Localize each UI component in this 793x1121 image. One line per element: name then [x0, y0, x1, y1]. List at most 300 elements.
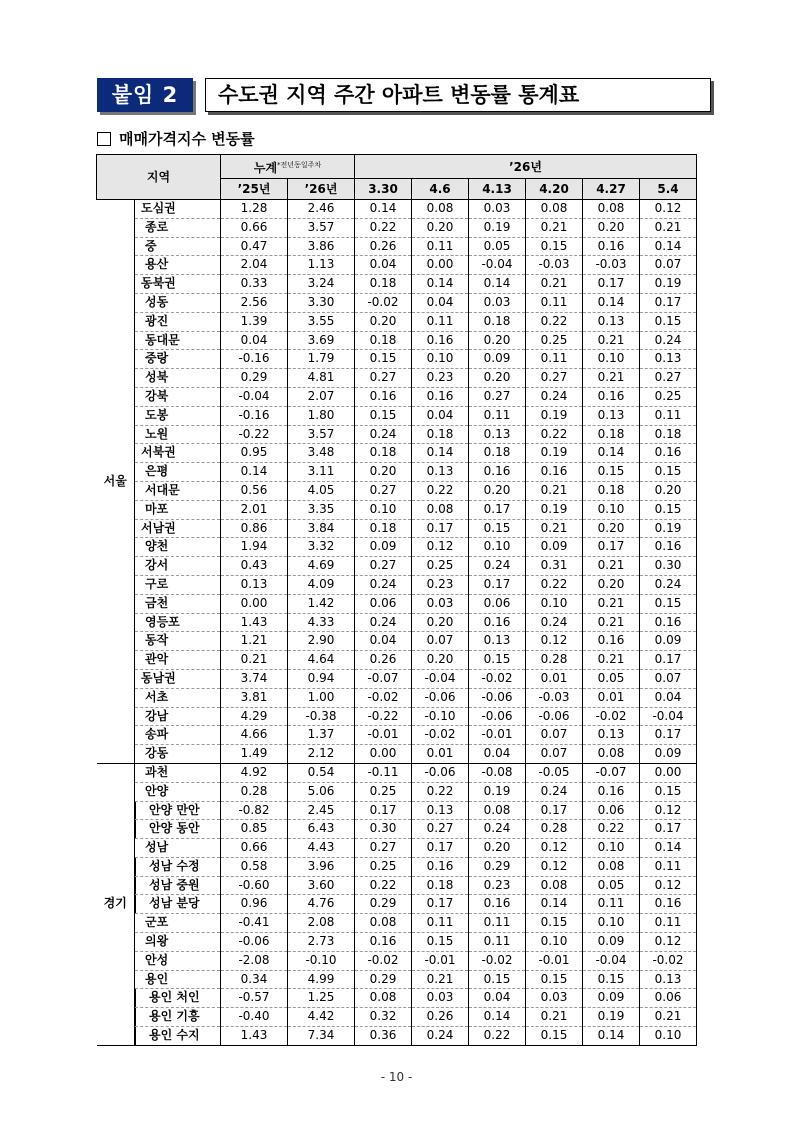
region-label: 경기 [97, 763, 135, 1045]
value-cell: 0.20 [412, 218, 469, 237]
value-cell: 0.18 [583, 481, 640, 500]
value-cell: 0.12 [412, 538, 469, 557]
value-cell: -0.06 [221, 933, 288, 952]
value-cell: -0.08 [469, 763, 526, 782]
value-cell: 0.28 [526, 820, 583, 839]
value-cell: 0.17 [640, 293, 697, 312]
value-cell: -0.22 [221, 425, 288, 444]
table-row [97, 369, 697, 388]
value-cell: 0.20 [355, 312, 412, 331]
value-cell: 0.00 [355, 745, 412, 764]
area-name: 은평 [135, 463, 221, 482]
value-cell: 0.20 [469, 369, 526, 388]
value-cell: 0.27 [640, 369, 697, 388]
table-row [97, 745, 697, 764]
area-name: 용인 기흥 [135, 1008, 221, 1027]
area-name: 중랑 [135, 350, 221, 369]
area-name: 서북권 [135, 444, 221, 463]
table-row [97, 895, 697, 914]
value-cell: 0.22 [583, 820, 640, 839]
value-cell: 0.17 [355, 801, 412, 820]
value-cell: 0.19 [640, 519, 697, 538]
region-label: 서울 [97, 200, 135, 764]
value-cell: 0.21 [640, 1008, 697, 1027]
value-cell: 0.16 [412, 857, 469, 876]
value-cell: 0.10 [583, 500, 640, 519]
value-cell: 0.17 [526, 801, 583, 820]
value-cell: 0.32 [355, 1008, 412, 1027]
value-cell: 0.21 [640, 218, 697, 237]
value-cell: -0.57 [221, 989, 288, 1008]
value-cell: 0.08 [412, 500, 469, 519]
value-cell: 0.14 [526, 895, 583, 914]
table-row [97, 463, 697, 482]
table-row [97, 594, 697, 613]
value-cell: 0.11 [412, 914, 469, 933]
value-cell: 0.47 [221, 237, 288, 256]
value-cell: 0.24 [355, 613, 412, 632]
value-cell: 1.43 [221, 613, 288, 632]
value-cell: -0.60 [221, 876, 288, 895]
value-cell: 0.19 [640, 275, 697, 294]
table-row [97, 763, 697, 782]
value-cell: 3.60 [288, 876, 355, 895]
area-name: 용산 [135, 256, 221, 275]
value-cell: 2.45 [288, 801, 355, 820]
area-name: 용인 [135, 970, 221, 989]
value-cell: 0.21 [583, 331, 640, 350]
value-cell: 3.30 [288, 293, 355, 312]
value-cell: 0.12 [526, 857, 583, 876]
value-cell: 2.46 [288, 200, 355, 219]
value-cell: 2.01 [221, 500, 288, 519]
area-name: 성동 [135, 293, 221, 312]
area-name: 양천 [135, 538, 221, 557]
area-name: 성북 [135, 369, 221, 388]
section-heading [97, 128, 255, 149]
value-cell: 0.07 [526, 726, 583, 745]
value-cell: 0.07 [412, 632, 469, 651]
area-name: 도봉 [135, 406, 221, 425]
value-cell: 0.24 [526, 387, 583, 406]
value-cell: 0.27 [412, 820, 469, 839]
value-cell: 0.95 [221, 444, 288, 463]
value-cell: 3.96 [288, 857, 355, 876]
value-cell: 0.08 [526, 200, 583, 219]
area-name: 종로 [135, 218, 221, 237]
table-row [97, 256, 697, 275]
value-cell: 0.24 [526, 613, 583, 632]
value-cell: 0.21 [583, 594, 640, 613]
table-row [97, 820, 697, 839]
value-cell: 0.17 [469, 575, 526, 594]
area-name: 용인 처인 [135, 989, 221, 1008]
value-cell: -0.16 [221, 406, 288, 425]
value-cell: 0.14 [355, 200, 412, 219]
value-cell: 0.11 [640, 406, 697, 425]
value-cell: 0.03 [526, 989, 583, 1008]
value-cell: -0.82 [221, 801, 288, 820]
value-cell: 0.28 [221, 782, 288, 801]
table-row [97, 200, 697, 219]
table-row [97, 669, 697, 688]
value-cell: 0.13 [412, 463, 469, 482]
checkbox-icon [97, 132, 111, 146]
value-cell: 0.11 [526, 350, 583, 369]
table-row [97, 613, 697, 632]
area-name: 동남권 [135, 669, 221, 688]
value-cell: 0.15 [412, 933, 469, 952]
value-cell: -0.11 [355, 763, 412, 782]
value-cell: 0.13 [583, 726, 640, 745]
value-cell: 0.15 [526, 237, 583, 256]
value-cell: 0.15 [469, 651, 526, 670]
table-row [97, 726, 697, 745]
value-cell: 0.16 [469, 463, 526, 482]
value-cell: 0.03 [469, 200, 526, 219]
value-cell: 0.16 [355, 933, 412, 952]
table-row [97, 387, 697, 406]
value-cell: 0.01 [583, 688, 640, 707]
value-cell: 3.35 [288, 500, 355, 519]
value-cell: 0.19 [469, 782, 526, 801]
value-cell: 1.80 [288, 406, 355, 425]
value-cell: 0.16 [583, 237, 640, 256]
value-cell: 0.20 [469, 481, 526, 500]
value-cell: 0.24 [355, 575, 412, 594]
value-cell: 0.22 [526, 312, 583, 331]
value-cell: 0.22 [355, 876, 412, 895]
value-cell: 0.23 [469, 876, 526, 895]
section-title: 매매가격지수 변동률 [119, 130, 255, 148]
table-row [97, 312, 697, 331]
area-name: 노원 [135, 425, 221, 444]
value-cell: 0.23 [412, 369, 469, 388]
area-name: 안양 [135, 782, 221, 801]
table-row [97, 951, 697, 970]
value-cell: 0.15 [583, 463, 640, 482]
value-cell: 0.18 [355, 444, 412, 463]
value-cell: 0.12 [640, 933, 697, 952]
value-cell: 0.27 [469, 387, 526, 406]
table-row [97, 350, 697, 369]
value-cell: 1.43 [221, 1027, 288, 1046]
value-cell: 0.24 [355, 425, 412, 444]
value-cell: 0.26 [412, 1008, 469, 1027]
cumulative-label: 누계 [253, 161, 278, 175]
value-cell: 0.05 [583, 876, 640, 895]
value-cell: 0.01 [526, 669, 583, 688]
table-row [97, 970, 697, 989]
value-cell: 0.16 [412, 387, 469, 406]
value-cell: 0.27 [526, 369, 583, 388]
region-header: 지역 [97, 155, 221, 200]
value-cell: 3.11 [288, 463, 355, 482]
area-name: 안양 만안 [135, 801, 221, 820]
table-header [97, 155, 697, 200]
area-name: 의왕 [135, 933, 221, 952]
value-cell: 0.30 [640, 557, 697, 576]
value-cell: 0.08 [412, 200, 469, 219]
value-cell: 1.13 [288, 256, 355, 275]
value-cell: 7.34 [288, 1027, 355, 1046]
value-cell: 3.84 [288, 519, 355, 538]
value-cell: 0.19 [469, 218, 526, 237]
value-cell: 0.10 [526, 594, 583, 613]
value-cell: -0.10 [412, 707, 469, 726]
value-cell: 0.03 [412, 594, 469, 613]
value-cell: 0.15 [640, 782, 697, 801]
value-cell: 0.66 [221, 839, 288, 858]
table-row [97, 444, 697, 463]
value-cell: -0.03 [526, 256, 583, 275]
value-cell: 0.10 [583, 839, 640, 858]
value-cell: 0.04 [221, 331, 288, 350]
value-cell: 0.04 [412, 293, 469, 312]
value-cell: -0.02 [355, 293, 412, 312]
value-cell: 0.07 [640, 669, 697, 688]
value-cell: 0.56 [221, 481, 288, 500]
area-name: 강북 [135, 387, 221, 406]
value-cell: 0.11 [640, 914, 697, 933]
value-cell: 0.11 [412, 312, 469, 331]
value-cell: 0.14 [412, 275, 469, 294]
value-cell: 0.16 [583, 782, 640, 801]
area-name: 강서 [135, 557, 221, 576]
value-cell: 4.99 [288, 970, 355, 989]
area-name: 강남 [135, 707, 221, 726]
value-cell: 0.15 [640, 500, 697, 519]
value-cell: 4.33 [288, 613, 355, 632]
value-cell: 3.81 [221, 688, 288, 707]
value-cell: 0.18 [469, 312, 526, 331]
value-cell: 0.10 [412, 350, 469, 369]
value-cell: 0.11 [583, 895, 640, 914]
value-cell: 0.27 [355, 839, 412, 858]
value-cell: 0.17 [640, 820, 697, 839]
value-cell: 0.10 [640, 1027, 697, 1046]
value-cell: 0.19 [526, 444, 583, 463]
value-cell: 0.36 [355, 1027, 412, 1046]
table-row [97, 801, 697, 820]
value-cell: 0.29 [221, 369, 288, 388]
value-cell: 0.22 [412, 782, 469, 801]
area-name: 성남 중원 [135, 876, 221, 895]
value-cell: 4.05 [288, 481, 355, 500]
value-cell: 4.29 [221, 707, 288, 726]
area-name: 과천 [135, 763, 221, 782]
value-cell: 4.64 [288, 651, 355, 670]
value-cell: 0.08 [526, 876, 583, 895]
table-row [97, 275, 697, 294]
value-cell: 0.15 [526, 970, 583, 989]
value-cell: 0.08 [583, 745, 640, 764]
area-name: 관악 [135, 651, 221, 670]
value-cell: 0.22 [526, 575, 583, 594]
value-cell: 0.16 [526, 463, 583, 482]
value-cell: 0.19 [526, 500, 583, 519]
value-cell: 0.14 [469, 1008, 526, 1027]
value-cell: -0.02 [469, 951, 526, 970]
value-cell: 1.25 [288, 989, 355, 1008]
table-row [97, 857, 697, 876]
value-cell: 0.58 [221, 857, 288, 876]
value-cell: 1.00 [288, 688, 355, 707]
value-cell: 0.16 [583, 387, 640, 406]
table-row [97, 500, 697, 519]
value-cell: 0.04 [469, 989, 526, 1008]
value-cell: 0.17 [640, 726, 697, 745]
value-cell: 4.81 [288, 369, 355, 388]
table-row [97, 989, 697, 1008]
area-name: 안성 [135, 951, 221, 970]
value-cell: 0.09 [526, 538, 583, 557]
value-cell: 4.09 [288, 575, 355, 594]
value-cell: 0.11 [469, 914, 526, 933]
value-cell: 2.56 [221, 293, 288, 312]
value-cell: 0.96 [221, 895, 288, 914]
table-row [97, 933, 697, 952]
value-cell: 0.13 [469, 425, 526, 444]
value-cell: 0.19 [526, 406, 583, 425]
value-cell: 6.43 [288, 820, 355, 839]
table-row [97, 707, 697, 726]
value-cell: 0.20 [583, 575, 640, 594]
table-row [97, 406, 697, 425]
value-cell: 0.11 [412, 237, 469, 256]
column-header: 5.4 [640, 179, 697, 200]
area-name: 성남 수정 [135, 857, 221, 876]
value-cell: 0.17 [583, 538, 640, 557]
value-cell: 0.06 [583, 801, 640, 820]
column-header: ’26년 [288, 179, 355, 200]
value-cell: 0.25 [355, 782, 412, 801]
value-cell: 0.08 [583, 200, 640, 219]
area-name: 금천 [135, 594, 221, 613]
value-cell: 0.03 [412, 989, 469, 1008]
value-cell: 0.15 [469, 519, 526, 538]
value-cell: 0.15 [583, 970, 640, 989]
value-cell: 0.24 [640, 331, 697, 350]
table-row [97, 481, 697, 500]
value-cell: -0.22 [355, 707, 412, 726]
value-cell: -0.10 [288, 951, 355, 970]
value-cell: 0.16 [640, 444, 697, 463]
column-header: 4.6 [412, 179, 469, 200]
column-header: 4.20 [526, 179, 583, 200]
value-cell: 0.20 [412, 613, 469, 632]
value-cell: 0.06 [355, 594, 412, 613]
value-cell: -0.06 [469, 707, 526, 726]
value-cell: 0.01 [412, 745, 469, 764]
value-cell: 0.54 [288, 763, 355, 782]
value-cell: 0.21 [526, 1008, 583, 1027]
value-cell: 0.04 [469, 745, 526, 764]
value-cell: 4.43 [288, 839, 355, 858]
value-cell: 0.03 [469, 293, 526, 312]
value-cell: 0.10 [526, 933, 583, 952]
value-cell: 0.12 [640, 876, 697, 895]
area-name: 광진 [135, 312, 221, 331]
value-cell: 4.76 [288, 895, 355, 914]
area-name: 동작 [135, 632, 221, 651]
value-cell: 0.14 [583, 444, 640, 463]
value-cell: -0.02 [355, 688, 412, 707]
value-cell: 0.24 [469, 820, 526, 839]
area-name: 군포 [135, 914, 221, 933]
value-cell: -0.04 [412, 669, 469, 688]
value-cell: -0.06 [412, 763, 469, 782]
value-cell: 0.06 [640, 989, 697, 1008]
column-header: ’25년 [221, 179, 288, 200]
value-cell: -0.40 [221, 1008, 288, 1027]
value-cell: 0.27 [355, 557, 412, 576]
table-row [97, 237, 697, 256]
value-cell: 0.04 [640, 688, 697, 707]
appendix-badge: 붙임 2 [97, 78, 193, 112]
value-cell: 0.20 [583, 218, 640, 237]
value-cell: 0.17 [469, 500, 526, 519]
value-cell: -0.01 [526, 951, 583, 970]
value-cell: 0.14 [583, 1027, 640, 1046]
value-cell: 0.20 [640, 481, 697, 500]
value-cell: 5.06 [288, 782, 355, 801]
value-cell: 0.08 [355, 914, 412, 933]
value-cell: 0.15 [640, 312, 697, 331]
value-cell: 0.17 [583, 275, 640, 294]
table-body [97, 200, 697, 1046]
area-name: 강동 [135, 745, 221, 764]
value-cell: 0.09 [583, 933, 640, 952]
value-cell: 0.13 [469, 632, 526, 651]
value-cell: 3.86 [288, 237, 355, 256]
area-name: 성남 분당 [135, 895, 221, 914]
value-cell: 3.57 [288, 218, 355, 237]
area-name: 동대문 [135, 331, 221, 350]
value-cell: 0.23 [412, 575, 469, 594]
value-cell: 0.14 [583, 293, 640, 312]
value-cell: 4.92 [221, 763, 288, 782]
value-cell: 0.21 [583, 557, 640, 576]
value-cell: -0.04 [640, 707, 697, 726]
value-cell: -0.02 [355, 951, 412, 970]
value-cell: 0.21 [583, 369, 640, 388]
value-cell: 0.22 [526, 425, 583, 444]
table-row [97, 538, 697, 557]
value-cell: 0.86 [221, 519, 288, 538]
value-cell: 0.14 [221, 463, 288, 482]
value-cell: 0.15 [640, 594, 697, 613]
area-name: 도심권 [135, 200, 221, 219]
value-cell: 3.57 [288, 425, 355, 444]
table-row [97, 839, 697, 858]
value-cell: -0.07 [583, 763, 640, 782]
value-cell: 2.07 [288, 387, 355, 406]
value-cell: 0.16 [469, 613, 526, 632]
value-cell: 0.43 [221, 557, 288, 576]
value-cell: -0.38 [288, 707, 355, 726]
value-cell: 0.00 [640, 763, 697, 782]
value-cell: 4.69 [288, 557, 355, 576]
value-cell: 4.66 [221, 726, 288, 745]
value-cell: 0.20 [583, 519, 640, 538]
value-cell: 0.09 [355, 538, 412, 557]
value-cell: 0.30 [355, 820, 412, 839]
value-cell: 0.09 [640, 632, 697, 651]
area-name: 서대문 [135, 481, 221, 500]
value-cell: 0.00 [221, 594, 288, 613]
table-row [97, 914, 697, 933]
